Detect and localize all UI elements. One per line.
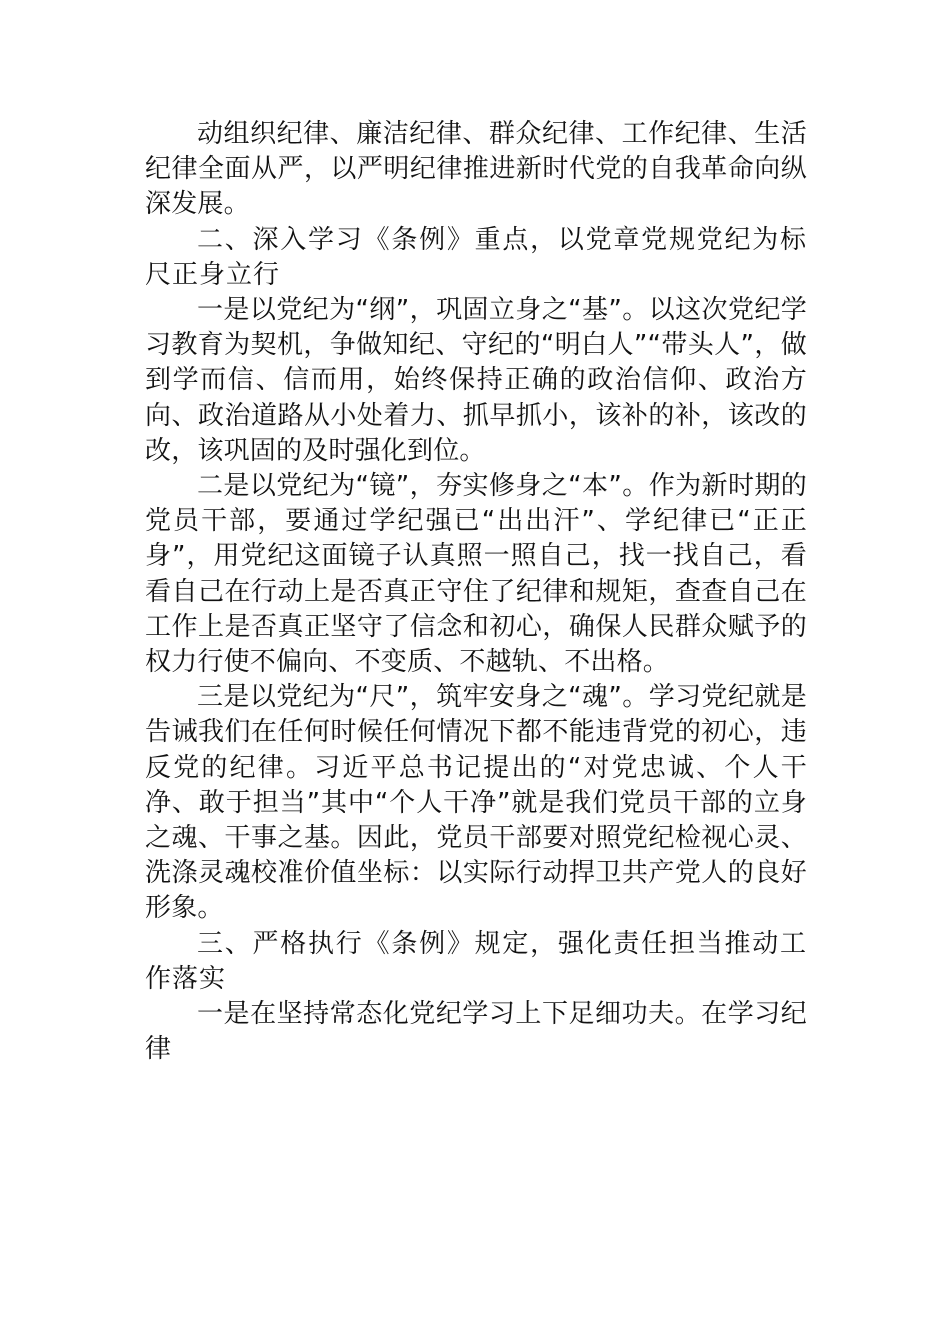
paragraph-section3-point-1: 一是在坚持常态化党纪学习上下足细功夫。在学习纪律 xyxy=(145,999,807,1065)
section-heading-2: 二、深入学习《条例》重点，以党章党规党纪为标尺正身立行 xyxy=(145,224,807,290)
paragraph-continuation: 动组织纪律、廉洁纪律、群众纪律、工作纪律、生活纪律全面从严，以严明纪律推进新时代党的自我革命向纵深发展。 xyxy=(145,119,807,220)
paragraph-point-3: 三是以党纪为“尺”，筑牢安身之“魂”。学习党纪就是告诫我们在任何时候任何情况下都不能违背党的初心，违反党的纪律。习近平总书记提出的“对党忠诚、个人干净、敢于担当”其中“个人干净”就是我们党员干部的立身之魂、干事之基。因此，党员干部要对照党纪检视心灵、洗涤灵魂校准价值坐标：以实际行动捍卫共产党人的良好形象。 xyxy=(145,682,807,924)
paragraph-point-1: 一是以党纪为“纲”，巩固立身之“基”。以这次党纪学习教育为契机，争做知纪、守纪的“明白人”“带头人”，做到学而信、信而用，始终保持正确的政治信仰、政治方向、政治道路从小处着力、抓早抓小，该补的补，该改的改，该巩固的及时强化到位。 xyxy=(145,295,807,466)
document-body xyxy=(145,117,807,1067)
paragraph-point-2: 二是以党纪为“镜”，夯实修身之“本”。作为新时期的党员干部，要通过学纪强已“出出汗”、学纪律已“正正身”，用党纪这面镜子认真照一照自己，找一找自己，看看自己在行动上是否真正守住了纪律和规矩，查查自己在工作上是否真正坚守了信念和初心，确保人民群众赋予的权力行使不偏向、不变质、不越轨、不出格。 xyxy=(145,471,807,678)
section-heading-3: 三、严格执行《条例》规定，强化责任担当推动工作落实 xyxy=(145,928,807,994)
